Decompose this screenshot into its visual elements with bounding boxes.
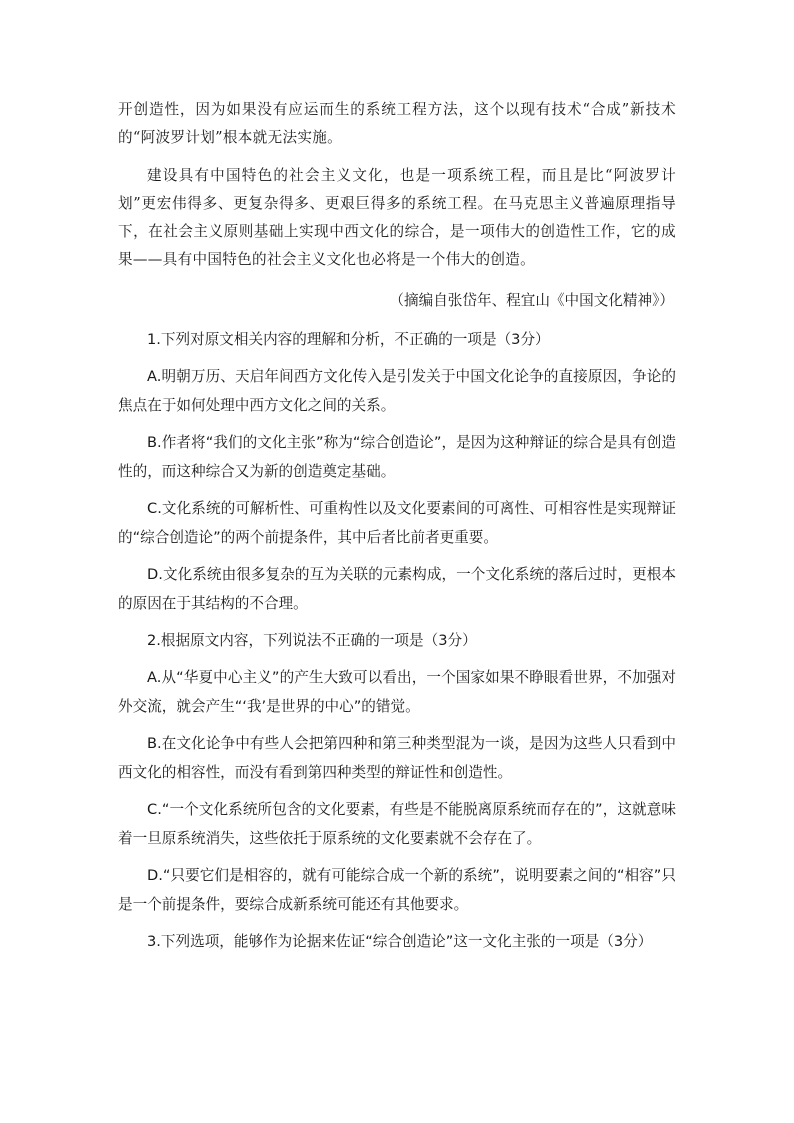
option-b: B.在文化论争中有些人会把第四种和第三种类型混为一谈，是因为这些人只看到中西文化的相容性，而没有看到第四种类型的辩证性和创造性。	[118, 735, 676, 781]
option-c: C.文化系统的可解析性、可重构性以及文化要素间的可离性、可相容性是实现辩证的“综合创造论”的两个前提条件，其中后者比前者更重要。	[118, 500, 676, 546]
passage-paragraph-2: 建设具有中国特色的社会主义文化，也是一项系统工程，而且是比“阿波罗计划”更宏伟得多、更复杂得多、更艰巨得多的系统工程。在马克思主义普遍原理指导下，在社会主义原则基础上实现中西文化的综合，是一项伟大的创造性工作，它的成果——具有中国特色的社会主义文化也必将是一个伟大的创造。	[118, 167, 676, 268]
passage-source: （摘编自张岱年、程宜山《中国文化精神》）	[389, 292, 674, 309]
question-2	[118, 626, 676, 919]
option-c: C.“一个文化系统所包含的文化要素，有些是不能脱离原系统而存在的”，这就意味着一旦原系统消失，这些依托于原系统的文化要素就不会存在了。	[118, 801, 676, 847]
question-stem: 2.根据原文内容，下列说法不正确的一项是（3分）	[147, 632, 477, 649]
question-stem: 3.下列选项，能够作为论据来佐证“综合创造论”这一文化主张的一项是（3分）	[147, 933, 653, 950]
option-a: A.从“华夏中心主义”的产生大致可以看出，一个国家如果不睁眼看世界，不加强对外交流，就会产生“‘我’是世界的中心”的错觉。	[118, 669, 676, 715]
document-page	[118, 96, 676, 956]
option-d: D.文化系统由很多复杂的互为关联的元素构成，一个文化系统的落后过时，更根本的原因在于其结构的不合理。	[118, 566, 676, 612]
passage-paragraph-1: 开创造性，因为如果没有应运而生的系统工程方法，这个以现有技术“合成”新技术的“阿波罗计划”根本就无法实施。	[118, 101, 676, 146]
question-1	[118, 325, 676, 618]
option-a: A.明朝万历、天启年间西方文化传入是引发关于中国文化论争的直接原因，争论的焦点在于如何处理中西方文化之间的关系。	[118, 368, 676, 414]
question-3	[118, 927, 676, 956]
option-d: D.“只要它们是相容的，就有可能综合成一个新的系统”，说明要素之间的“相容”只是一个前提条件，要综合成新系统可能还有其他要求。	[118, 867, 676, 913]
option-b: B.作者将“我们的文化主张”称为“综合创造论”，是因为这种辩证的综合是具有创造性的，而这种综合又为新的创造奠定基础。	[118, 434, 676, 480]
question-stem: 1.下列对原文相关内容的理解和分析，不正确的一项是（3分）	[147, 331, 550, 348]
